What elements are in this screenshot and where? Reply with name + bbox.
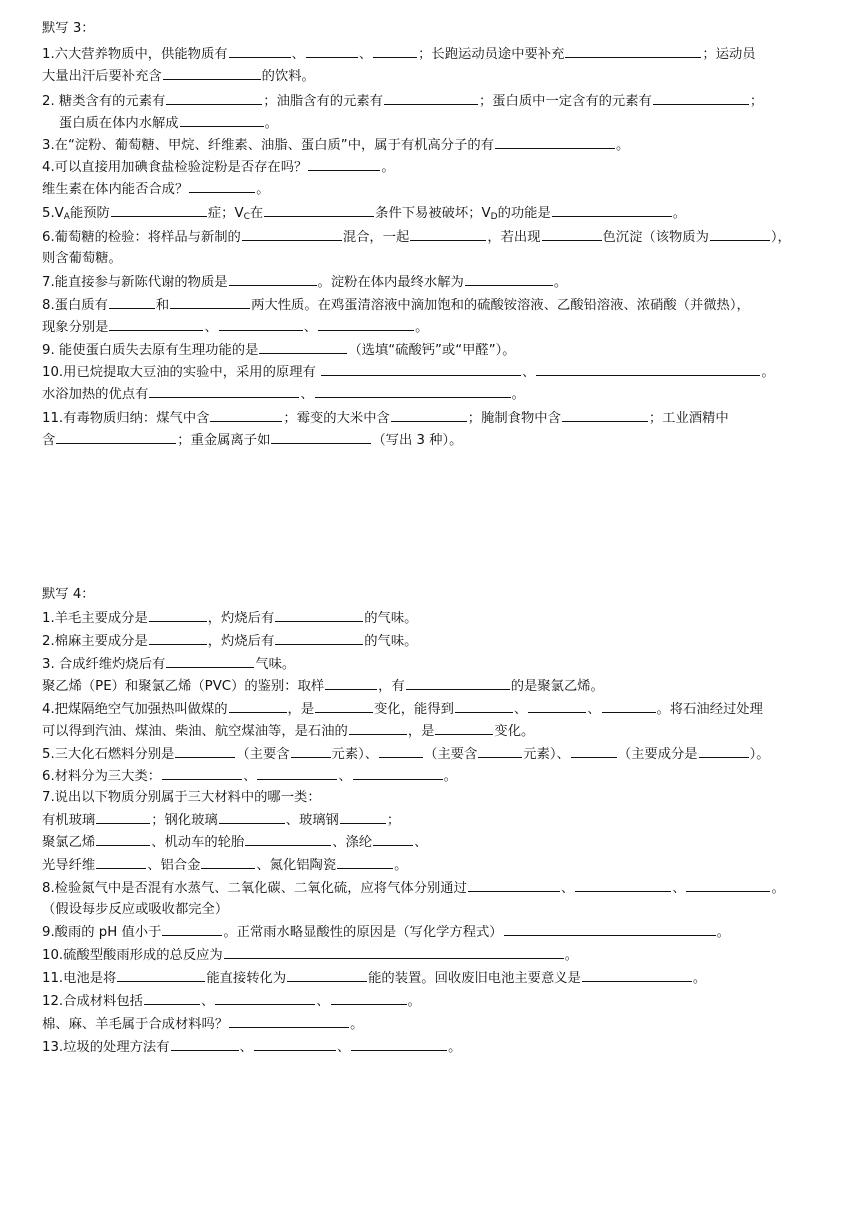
s4-l20-t6: 。 [448,1040,462,1055]
s3-l6-t0: 4.可以直接用加碘食盐检验淀粉是否存在吗？ [42,160,308,175]
s4-l15-t0: 9.酸雨的 pH 值小于 [42,925,162,940]
answer-blank[interactable] [710,226,770,241]
s3-line-5 [42,134,629,157]
s4-l16-t2: 。 [564,948,579,963]
s4-l8-t2: 、 [243,769,257,784]
answer-blank[interactable] [575,877,671,892]
s3-l17-t0: 11.有毒物质归纳：煤气中含 [42,411,210,426]
s3-l3-t4: ；蛋白质中一定含有的元素有 [478,94,652,109]
answer-blank[interactable] [189,178,255,193]
s3-l7-t0: 维生素在体内能否合成？ [42,182,189,197]
s3-l17-t6: ；工业酒精中 [648,411,729,426]
s4-l12-t6: 。 [394,858,408,873]
answer-blank[interactable] [373,43,417,58]
s3-l9-t0: 6.葡萄糖的检验：将样品与新制的 [42,230,241,245]
answer-blank[interactable] [117,967,205,982]
s3-l15-t2: 、 [522,365,536,380]
s3-l4-t0: 蛋白质在体内水解成 [42,116,179,131]
s3-line-15 [42,361,775,384]
answer-blank[interactable] [455,698,513,713]
answer-blank[interactable] [565,43,701,58]
s4-l9-t0: 7.说出以下物质分别属于三大材料中的哪一类： [42,790,321,805]
answer-blank[interactable] [149,630,207,645]
s4-l7-t8: 元素）、 [523,747,570,762]
s4-line-12 [42,854,407,877]
s4-line-10 [42,809,400,832]
answer-blank[interactable] [465,271,553,286]
s4-line-3 [42,653,295,676]
s4-l17-t2: 能直接转化为 [206,971,287,986]
s4-line-18 [42,990,421,1013]
s3-l9-t8: ）， [770,230,791,245]
s4-l5-t2: ，是 [287,702,315,717]
s3-l8-t0: 5.V [42,206,64,221]
answer-blank[interactable] [504,921,716,936]
s4-l11-t4: 、涤纶 [332,835,373,850]
answer-blank[interactable] [315,698,373,713]
s4-l1-t0: 1.羊毛主要成分是 [42,611,148,626]
answer-blank[interactable] [175,743,235,758]
s3-l15-t4: 。 [761,365,775,380]
s4-l10-t4: 、玻璃钢 [285,813,339,828]
s3-l3-t6: ； [749,94,764,109]
s4-l10-t2: ；钢化玻璃 [151,813,218,828]
s4-l13-t0: 8.检验氮气中是否混有水蒸气、二氧化碳、二氧化硫，应将气体分别通过 [42,881,467,896]
answer-blank[interactable] [699,743,749,758]
s4-l7-t4: 元素）、 [331,747,379,762]
answer-blank[interactable] [562,407,648,422]
s3-l14-t0: 9. 能使蛋白质失去原有生理功能的是 [42,343,259,358]
s3-l11-t0: 7.能直接参与新陈代谢的物质是 [42,275,228,290]
s4-line-5 [42,698,763,721]
s3-line-13 [42,316,428,339]
s4-l5-t8: 、 [587,702,601,717]
s4-l13-t6: 。 [771,881,785,896]
s3-l8-t4: 症；V [207,206,244,221]
answer-blank[interactable] [201,854,255,869]
s3-line-12 [42,294,750,317]
answer-blank[interactable] [468,877,560,892]
s4-l7-t6: （主要含 [424,747,478,762]
answer-blank[interactable] [224,944,564,959]
s3-l10-t0: 则含葡萄糖。 [42,251,122,266]
s3-l11-t2: 。淀粉在体内最终水解为 [317,275,464,290]
s3-l6-t2: 。 [381,160,395,175]
answer-blank[interactable] [349,720,407,735]
s4-l11-t2: 、机动车的轮胎 [151,835,245,850]
s4-l16-t0: 10.硫酸型酸雨形成的总反应为 [42,948,223,963]
section-4-title: 默写 4： [42,587,95,602]
answer-blank[interactable] [96,809,150,824]
s3-l18-t2: ；重金属离子如 [177,433,271,448]
answer-blank[interactable] [373,831,413,846]
answer-blank[interactable] [162,921,222,936]
s4-l19-t0: 棉、麻、羊毛属于合成材料吗？ [42,1017,229,1032]
s4-l3-t0: 3. 合成纤维灼烧后有 [42,657,166,672]
s4-l4-t2: ，有 [378,679,405,694]
answer-blank[interactable] [287,967,367,982]
answer-blank[interactable] [318,316,414,331]
answer-blank[interactable] [210,407,282,422]
answer-blank[interactable] [242,226,342,241]
answer-blank[interactable] [308,156,380,171]
s4-l15-t2: 。正常雨水略显酸性的原因是（写化学方程式） [223,925,503,940]
answer-blank[interactable] [315,383,511,398]
answer-blank[interactable] [219,316,303,331]
s3-l13-t4: 、 [303,320,318,335]
answer-blank[interactable] [542,226,602,241]
s4-line-1 [42,607,417,630]
s4-line-11 [42,831,427,854]
s3-l2-t2: 的饮料。 [261,69,315,84]
s4-l4-t4: 的是聚氯乙烯。 [510,679,604,694]
answer-blank[interactable] [271,429,371,444]
s4-l11-t6: 、 [414,835,428,850]
s4-l10-t6: ； [386,813,401,828]
s3-line-8 [42,202,686,228]
answer-blank[interactable] [340,809,386,824]
s4-l2-t0: 2.棉麻主要成分是 [42,634,148,649]
s4-l8-t6: 。 [443,769,457,784]
answer-blank[interactable] [229,271,317,286]
s4-l12-t2: 、铝合金 [147,858,201,873]
s3-line-11 [42,271,567,294]
s4-line-14 [42,899,228,921]
answer-blank[interactable] [257,765,337,780]
s3-l13-t0: 现象分别是 [42,320,109,335]
s3-l9-t4: ，若出现 [487,230,541,245]
s3-l18-t4: （写出 3 种）。 [372,433,463,448]
answer-blank[interactable] [149,383,299,398]
answer-blank[interactable] [264,202,374,217]
answer-blank[interactable] [162,765,242,780]
answer-blank[interactable] [275,630,363,645]
s4-l1-t2: ，灼烧后有 [207,611,275,626]
s3-l8-t6: 在 [249,206,264,221]
s4-l19-t2: 。 [350,1017,364,1032]
s3-l12-t4: 两大性质。在鸡蛋清溶液中滴加饱和的硫酸铵溶液、乙酸铅溶液、浓硝酸（并微热）， [251,298,750,313]
s3-l9-t6: 色沉淀（该物质为 [602,230,709,245]
answer-blank[interactable] [291,743,331,758]
s4-line-4 [42,675,604,698]
s3-line-17 [42,407,729,430]
answer-blank[interactable] [170,294,250,309]
s4-l11-t0: 聚氯乙烯 [42,835,96,850]
answer-blank[interactable] [229,1013,349,1028]
answer-blank[interactable] [536,361,760,376]
s3-l15-t0: 10.用已烷提取大豆油的实验中，采用的原理有 [42,365,321,380]
s4-l12-t4: 、氮化铝陶瓷 [256,858,337,873]
s3-l17-t2: ；霉变的大米中含 [283,411,390,426]
s4-l7-t0: 5.三大化石燃料分别是 [42,747,175,762]
s3-line-6 [42,156,395,179]
answer-blank[interactable] [111,202,207,217]
s4-l3-t2: 气味。 [255,657,296,672]
answer-blank[interactable] [653,90,749,105]
s4-l8-t4: 、 [338,769,352,784]
answer-blank[interactable] [391,407,467,422]
s4-l7-t10: （主要成分是 [617,747,698,762]
answer-blank[interactable] [435,720,493,735]
s3-line-16 [42,383,525,406]
s4-line-13 [42,877,785,900]
s4-l1-t4: 的气味。 [364,611,418,626]
s4-l5-t6: 、 [513,702,528,717]
s4-l17-t0: 11.电池是将 [42,971,117,986]
s4-line-20 [42,1036,461,1059]
answer-blank[interactable] [245,831,331,846]
s3-line-9 [42,226,791,249]
s3-l16-t4: 。 [511,387,525,402]
s3-l17-t4: ；腌制食物中含 [467,411,561,426]
s3-l5-t2: 。 [615,138,630,153]
s4-l20-t2: 、 [239,1040,253,1055]
answer-blank[interactable] [109,316,203,331]
answer-blank[interactable] [275,607,363,622]
s3-line-3 [42,90,763,113]
answer-blank[interactable] [321,361,521,376]
answer-blank[interactable] [229,698,287,713]
s4-l20-t4: 、 [336,1040,351,1055]
s3-l3-t2: ；油脂含有的元素有 [263,94,383,109]
s4-l13-t2: 、 [560,881,575,896]
s4-line-9 [42,787,321,809]
s4-line-15 [42,921,730,944]
s3-l7-t2: 。 [256,182,270,197]
s3-line-10 [42,248,122,270]
answer-blank[interactable] [337,854,393,869]
s4-line-7 [42,743,770,766]
answer-blank[interactable] [353,765,443,780]
answer-blank[interactable] [259,339,347,354]
answer-blank[interactable] [149,607,207,622]
answer-blank[interactable] [306,43,358,58]
s4-l18-t4: 、 [316,994,330,1009]
s4-l13-t4: 、 [672,881,686,896]
s3-line-7 [42,178,270,201]
s3-line-18 [42,429,462,452]
answer-blank[interactable] [56,429,176,444]
s3-l1-t6: ；长跑运动员途中要补充 [418,47,565,62]
s4-l14-t0: （假设每步反应或吸收都完全） [42,902,229,917]
s4-l6-t4: 变化。 [494,724,535,739]
answer-blank[interactable] [582,967,692,982]
answer-blank[interactable] [602,698,656,713]
s3-l12-t2: 和 [155,298,170,313]
answer-blank[interactable] [379,743,423,758]
s4-line-2 [42,630,417,653]
answer-blank[interactable] [166,90,262,105]
answer-blank[interactable] [219,809,285,824]
s3-l16-t0: 水浴加热的优点有 [42,387,149,402]
answer-blank[interactable] [495,134,615,149]
s3-l11-t4: 。 [553,275,568,290]
s4-line-8 [42,765,457,788]
s4-l15-t4: 。 [716,925,730,940]
s4-l6-t0: 可以得到汽油、煤油、柴油、航空煤油等，是石油的 [42,724,348,739]
s3-l13-t6: 。 [415,320,429,335]
s4-l5-t4: 变化，能得到 [374,702,454,717]
s4-l18-t2: 、 [200,994,215,1009]
answer-blank[interactable] [552,202,672,217]
s4-l8-t0: 6.材料分为三大类： [42,769,162,784]
answer-blank[interactable] [215,990,315,1005]
answer-blank[interactable] [229,43,291,58]
answer-blank[interactable] [171,1036,239,1051]
s3-l3-t0: 2. 糖类含有的元素有 [42,94,166,109]
s3-l8-sub-a: A [63,212,70,222]
answer-blank[interactable] [166,653,254,668]
s3-l1-t2: 、 [291,47,305,62]
s4-l18-t0: 12.合成材料包括 [42,994,143,1009]
s3-l14-t2: （选填“硫酸钙”或“甲醛”）。 [348,343,516,358]
s3-l4-t2: 。 [264,116,278,131]
s3-l8-t2: 能预防 [69,206,110,221]
answer-blank[interactable] [96,831,150,846]
s4-l7-t2: （主要含 [236,747,290,762]
s4-l5-t10: 。将石油经过处理 [656,702,763,717]
s3-l18-t0: 含 [42,433,56,448]
answer-blank[interactable] [406,675,510,690]
answer-blank[interactable] [571,743,617,758]
s3-l9-t2: 混合，一起 [342,230,410,245]
answer-blank[interactable] [410,226,486,241]
s3-l12-t0: 8.蛋白质有 [42,298,108,313]
answer-blank[interactable] [180,112,264,127]
answer-blank[interactable] [478,743,522,758]
answer-blank[interactable] [686,877,770,892]
s4-l2-t2: ，灼烧后有 [207,634,275,649]
s3-l8-sub-d: D [490,212,498,222]
answer-blank[interactable] [528,698,586,713]
s3-l8-sub-c: C [243,212,250,222]
s4-l6-t2: ，是 [407,724,435,739]
answer-blank[interactable] [384,90,478,105]
s3-l2-t0: 大量出汗后要补充含 [42,69,162,84]
s4-l10-t0: 有机玻璃 [42,813,96,828]
s4-line-16 [42,944,578,967]
s4-line-6 [42,720,534,743]
s3-l8-t8: 条件下易被破坏；V [375,206,491,221]
s4-l7-t12: ）。 [749,747,770,762]
answer-blank[interactable] [351,1036,447,1051]
section-3-title: 默写 3： [42,21,95,36]
answer-blank[interactable] [254,1036,336,1051]
answer-blank[interactable] [109,294,155,309]
s4-line-17 [42,967,706,990]
s3-line-4 [42,112,278,135]
s3-l1-t4: 、 [358,47,373,62]
s3-line-2 [42,65,315,88]
s3-l13-t2: 、 [204,320,218,335]
s3-line-14 [42,339,516,362]
s4-l4-t0: 聚乙烯（PE）和聚氯乙烯（PVC）的鉴别：取样 [42,679,325,694]
s3-l1-t8: ；运动员 [702,47,756,62]
s3-l8-t10: 的功能是 [497,206,551,221]
answer-blank[interactable] [331,990,407,1005]
s3-l5-t0: 3.在“淀粉、葡萄糖、甲烷、纤维素、油脂、蛋白质”中，属于有机高分子的有 [42,138,494,153]
s4-l12-t0: 光导纤维 [42,858,96,873]
s3-l1-t0: 1.六大营养物质中，供能物质有 [42,47,228,62]
s4-l17-t4: 能的装置。回收废旧电池主要意义是 [368,971,581,986]
answer-blank[interactable] [163,65,261,80]
s3-line-1 [42,43,756,66]
s4-l2-t4: 的气味。 [364,634,418,649]
s4-l17-t6: 。 [692,971,707,986]
s4-l18-t6: 。 [407,994,421,1009]
answer-blank[interactable] [96,854,146,869]
answer-blank[interactable] [325,675,377,690]
s4-line-19 [42,1013,363,1036]
s3-l8-t12: 。 [672,206,687,221]
answer-blank[interactable] [144,990,200,1005]
s4-l5-t0: 4.把煤隔绝空气加强热叫做煤的 [42,702,228,717]
s4-l20-t0: 13.垃圾的处理方法有 [42,1040,170,1055]
s3-l16-t2: 、 [300,387,314,402]
